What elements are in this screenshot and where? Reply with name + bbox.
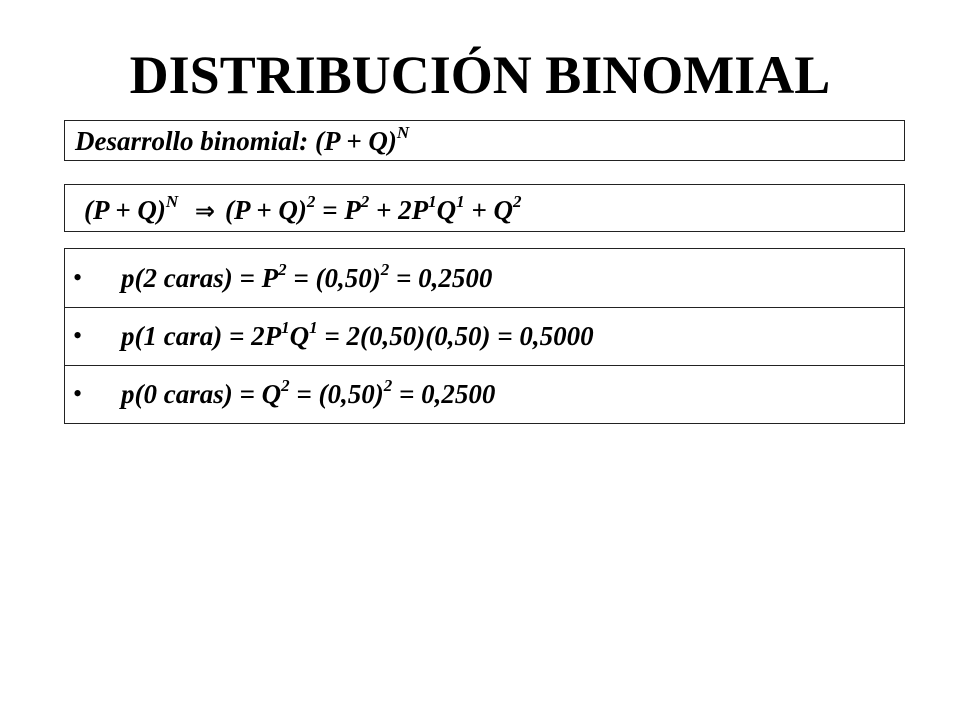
implies-arrow-icon: ⇒ (194, 197, 215, 225)
formula-term: = P (315, 195, 361, 225)
exponent: N (396, 123, 410, 142)
binomial-development-box (64, 120, 905, 161)
exponent: 1 (456, 192, 465, 211)
exponent: 2 (281, 376, 290, 395)
page-title: DISTRIBUCIÓN BINOMIAL (129, 45, 831, 105)
formula-result: = 2(0,50)(0,50) = 0,5000 (317, 321, 594, 351)
formula-term: = (0,50) (289, 379, 384, 409)
formula-term: Q (289, 321, 310, 351)
formula-result: = 0,2500 (392, 379, 496, 409)
probabilities-box (64, 248, 905, 424)
formula-term: (P + Q) (225, 195, 307, 225)
bullet-icon: • (73, 321, 83, 350)
formula-term: Q (436, 195, 457, 225)
exponent: 2 (278, 260, 287, 279)
formula-term: p(2 caras) = P (121, 263, 279, 293)
exponent: 2 (380, 260, 390, 279)
exponent: 1 (281, 318, 290, 337)
exponent: 2 (306, 192, 316, 211)
formula-lhs: (P + Q) (84, 195, 166, 225)
probability-formula (121, 365, 495, 423)
bullet-icon: • (73, 263, 83, 292)
bullet-icon: • (73, 379, 83, 408)
exponent: 2 (513, 192, 522, 211)
probability-formula (121, 249, 492, 307)
probability-row-1-head (65, 307, 904, 366)
formula-term: p(1 cara) = 2P (121, 321, 282, 351)
probability-formula (121, 307, 594, 365)
formula-term: + 2P (369, 195, 429, 225)
probability-row-2-heads (65, 249, 904, 308)
formula-term: + Q (464, 195, 514, 225)
exponent: N (165, 192, 179, 211)
exponent: 1 (428, 192, 437, 211)
binomial-development-label: Desarrollo binomial: (P + Q) (75, 126, 397, 156)
formula-term: = (0,50) (286, 263, 381, 293)
expansion-formula-box (64, 184, 905, 232)
probability-row-0-heads (65, 365, 904, 423)
formula-result: = 0,2500 (389, 263, 493, 293)
formula-term: p(0 caras) = Q (121, 379, 282, 409)
exponent: 2 (360, 192, 370, 211)
exponent: 2 (383, 376, 393, 395)
exponent: 1 (309, 318, 318, 337)
